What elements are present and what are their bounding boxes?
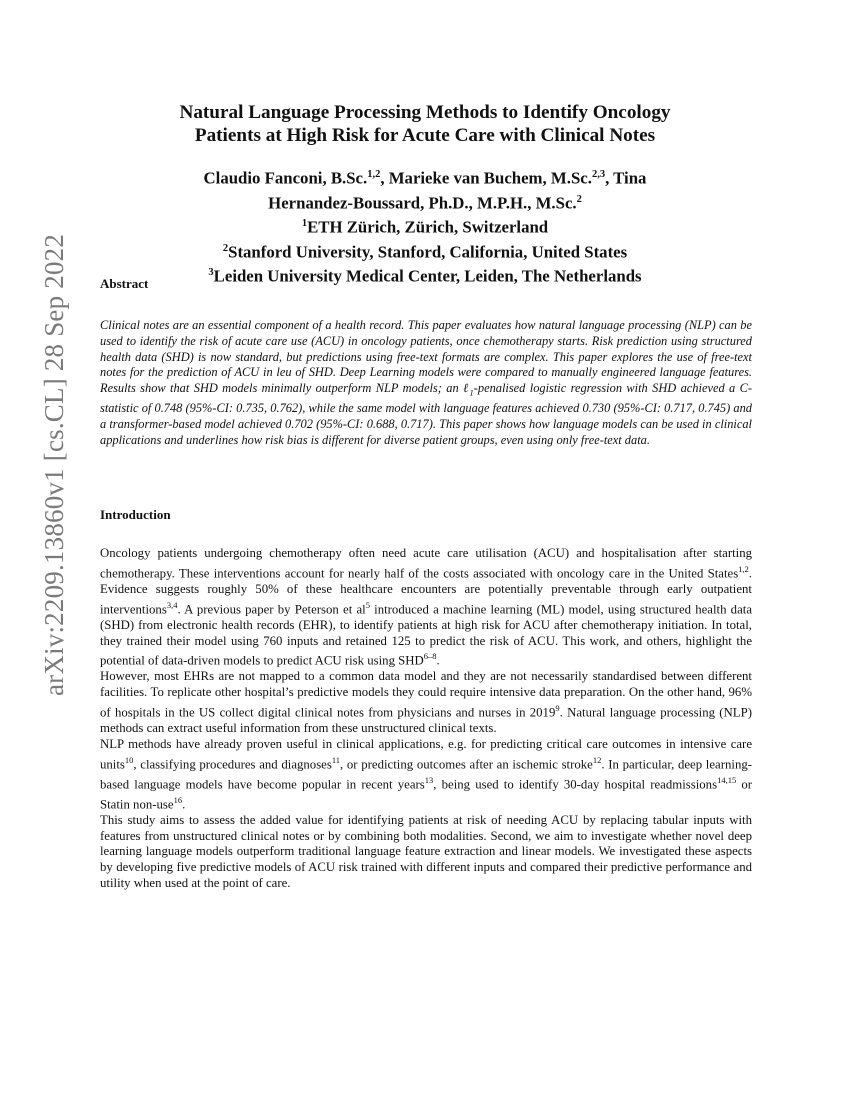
ell-subscript: 1 bbox=[469, 387, 474, 398]
paragraph bbox=[100, 737, 752, 813]
affiliation-sup: 3 bbox=[208, 267, 214, 279]
affiliation bbox=[100, 262, 750, 287]
citation-sup[interactable]: 9 bbox=[555, 702, 560, 713]
text-run: , or predicting outcomes after an ischemic stroke bbox=[340, 756, 593, 771]
author-line bbox=[100, 164, 750, 189]
text-run: . In particular, deep learning-based language models have become popular in recent years bbox=[100, 756, 752, 791]
paragraph bbox=[100, 813, 752, 892]
author-name: , Marieke van Buchem, M.Sc. bbox=[380, 168, 592, 188]
citation-sup[interactable]: 3,4 bbox=[166, 599, 178, 610]
text-run: Oncology patients undergoing chemotherapy often need acute care utilisation (ACU) and hospitalisation after starting chemotherapy. These interventions account for nearly half of the costs associated with oncology care in the United States bbox=[100, 546, 752, 581]
citation-sup[interactable]: 1,2 bbox=[738, 563, 749, 574]
author-affil-sup: 2,3 bbox=[591, 169, 606, 180]
abstract-text-part: Clinical notes are an essential component of a health record. This paper evaluates how natural language processing (NLP) can be used to identify the risk of acute care use (ACU) in oncology patients, once chemotherapy starts. Risk prediction using structured health data (SHD) is now standard, but predictions using free-text formats are complex. This paper explores the use of free-text notes for the prediction of ACU in leu of SHD. Deep Learning models were compared to manually engineered language features. Results show that SHD models minimally outperform NLP models; an bbox=[100, 318, 752, 396]
ell-symbol: ℓ bbox=[463, 381, 470, 396]
text-run: This study aims to assess the added value for identifying patients at risk of needing ACU by replacing tabular inputs with features from unstructured clinical notes or by combining both modalities. Second, we aim to investigate whether novel deep learning language models outperform traditional language feature extraction and linear models. We investigated these aspects by developing five predictive models of ACU risk trained with different inputs and compared their predictive performance and utility when used at the point of care. bbox=[100, 812, 752, 890]
affiliation-text: Leiden University Medical Center, Leiden, The Netherlands bbox=[213, 266, 642, 286]
affiliation-sup: 1 bbox=[301, 218, 308, 230]
author-line bbox=[100, 189, 750, 214]
title-line: Natural Language Processing Methods to Identify Oncology bbox=[179, 102, 671, 123]
text-run: introduced a machine learning (ML) model, using structured health data (SHD) from electronic health records (EHR), to identify patients at high risk for ACU after chemotherapy initiation. In total, they trained their model using 760 inputs and retained 125 to predict the risk of ACU. This work, and others, highlight the potential of data-driven models to predict ACU risk using SHD bbox=[100, 601, 752, 668]
paragraph bbox=[100, 669, 752, 736]
paper-title bbox=[100, 101, 750, 147]
author-name: Claudio Fanconi, B.Sc. bbox=[203, 168, 368, 188]
text-run: or Statin non-use bbox=[100, 776, 752, 812]
introduction-heading: Introduction bbox=[100, 507, 171, 522]
text-run: However, most EHRs are not mapped to a common data model and they are not necessarily standardised between different facilities. To replicate other hospital’s predictive models they could require intensive data preparation. On the other hand, 96% of hospitals in the US collect digital clinical notes from physicians and nurses in 2019 bbox=[100, 669, 752, 720]
arxiv-side-stamp[interactable]: arXiv:2209.13860v1 [cs.CL] 28 Sep 2022 bbox=[39, 233, 69, 696]
citation-sup[interactable]: 5 bbox=[365, 599, 370, 610]
citation-sup[interactable]: 16 bbox=[173, 794, 183, 805]
citation-sup[interactable]: 13 bbox=[424, 774, 434, 785]
text-run: . A previous paper by Peterson et al bbox=[177, 601, 366, 616]
affiliation bbox=[100, 238, 750, 263]
citation-sup[interactable]: 12 bbox=[592, 754, 602, 765]
text-run: , classifying procedures and diagnoses bbox=[133, 756, 332, 771]
text-run: . bbox=[182, 797, 186, 812]
introduction-body bbox=[100, 546, 752, 892]
text-run: , being used to identify 30-day hospital readmissions bbox=[433, 776, 718, 791]
paragraph bbox=[100, 546, 752, 669]
affiliation-sup: 2 bbox=[222, 242, 229, 254]
abstract-body bbox=[100, 318, 752, 449]
text-run: NLP methods have already proven useful in clinical applications, e.g. for predicting critical care outcomes in intensive care units bbox=[100, 736, 752, 771]
title-line: Patients at High Risk for Acute Care with Clinical Notes bbox=[194, 125, 656, 146]
text-run: . Evidence suggests roughly 50% of these healthcare encounters are potentially preventable through early outpatient interventions bbox=[100, 566, 752, 616]
affiliation-text: ETH Zürich, Zürich, Switzerland bbox=[307, 217, 549, 237]
citation-sup[interactable]: 10 bbox=[124, 754, 134, 765]
author-affil-sup: 1,2 bbox=[367, 169, 381, 180]
abstract-text-part: -penalised logistic regression with SHD achieved a C-statistic of 0.748 (95%-CI: 0.735, 0.762), while the same model with language features achieved 0.730 (95%-CI: 0.717, 0.745) and a transformer-based model achieved 0.702 (95%-CI: 0.688, 0.717). This paper shows how language models can be used in clinical applications and underlines how risk bias is different for diverse patient groups, even using only free-text data. bbox=[100, 381, 752, 448]
citation-sup[interactable]: 14,15 bbox=[717, 774, 737, 785]
text-run: . bbox=[436, 653, 440, 668]
text-run: . Natural language processing (NLP) methods can extract useful information from these unstructured clinical texts. bbox=[100, 705, 752, 736]
author-name: Hernandez-Boussard, Ph.D., M.P.H., M.Sc. bbox=[268, 193, 577, 213]
author-block bbox=[100, 164, 750, 287]
affiliation-text: Stanford University, Stanford, California, United States bbox=[228, 242, 628, 262]
citation-sup[interactable]: 6–8 bbox=[423, 651, 437, 662]
affiliation bbox=[100, 213, 750, 238]
author-affil-sup: 2 bbox=[576, 193, 582, 205]
abstract-heading: Abstract bbox=[100, 276, 149, 291]
citation-sup[interactable]: 11 bbox=[331, 754, 341, 765]
author-name: , Tina bbox=[605, 168, 647, 188]
